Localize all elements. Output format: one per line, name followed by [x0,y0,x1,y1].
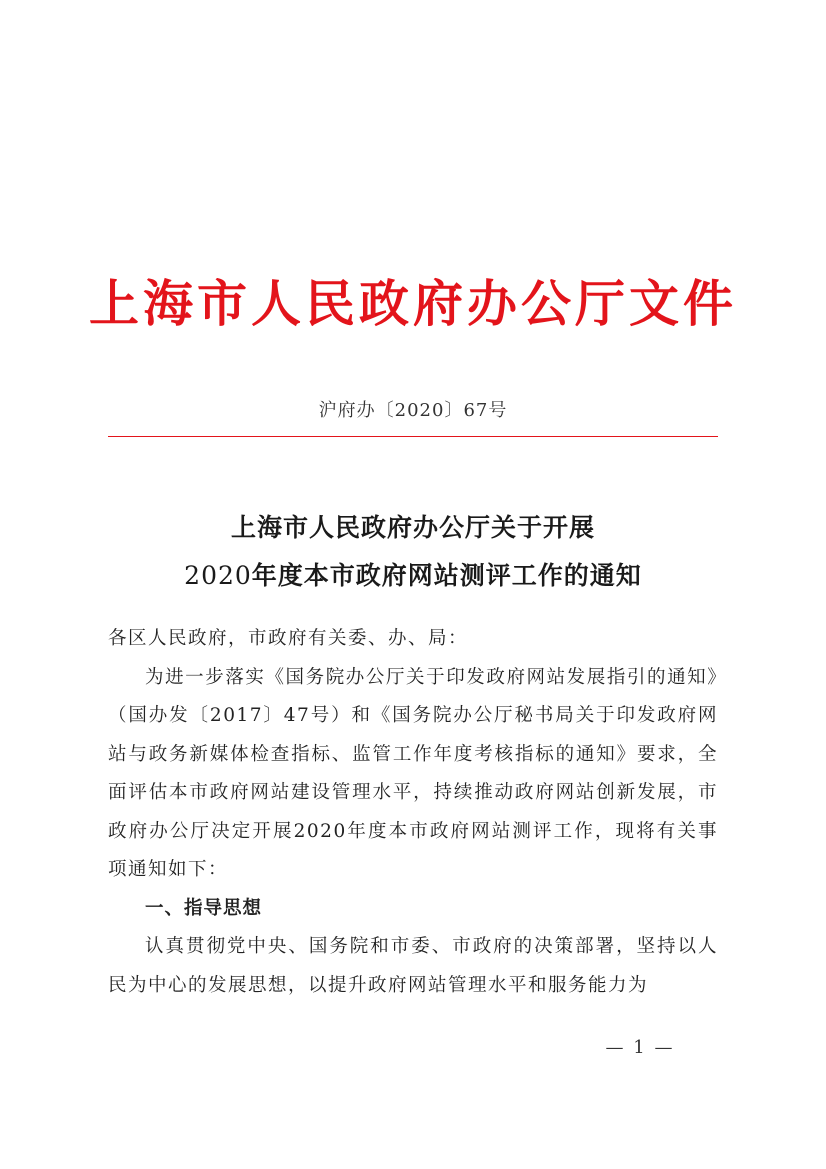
notice-body [108,620,718,1005]
masthead-title: 上海市人民政府办公厅文件 [89,274,737,333]
paragraph-intro: 为进一步落实《国务院办公厅关于印发政府网站发展指引的通知》（国办发〔2017〕47号）和《国务院办公厅秘书局关于印发政府网站与政务新媒体检查指标、监管工作年度考核指标的通知》要求，全面评估本市政府网站建设管理水平，持续推动政府网站创新发展，市政府办公厅决定开展2020年度本市政府网站测评工作，现将有关事项通知如下： [108,666,718,880]
red-separator-line [108,436,718,437]
page-number: — 1 — [605,1037,675,1058]
title-line-2-rest: 年度本市政府网站测评工作的通知 [251,561,642,590]
title-line-1: 上海市人民政府办公厅关于开展 [230,513,595,542]
salutation: 各区人民政府，市政府有关委、办、局： [108,628,469,649]
section-heading-guiding-ideology: 一、指导思想 [145,897,263,919]
document-number: 沪府办〔2020〕67号 [318,400,508,421]
notice-title [0,504,826,600]
paragraph-guiding-ideology: 认真贯彻党中央、国务院和市委、市政府的决策部署，坚持以人民为中心的发展思想，以提升政府网站管理水平和服务能力为 [108,936,718,996]
title-year: 2020 [184,561,252,590]
title-line-2 [0,552,826,600]
